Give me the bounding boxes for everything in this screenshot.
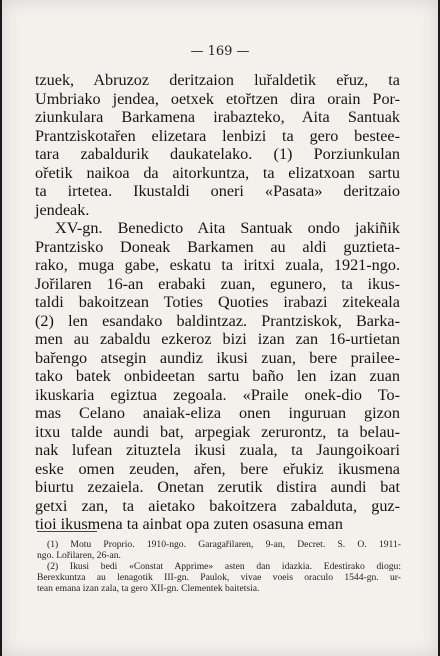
- body-text: [35, 71, 400, 534]
- text-line: rako, muga gabe, eskatu ta iritxi zuala, 1921-ngo.: [35, 256, 400, 274]
- footnote-line: (1) Motu Proprio. 1910-ngo. Garagařilaren, 9-an, Decret. S. O. 1911-: [47, 539, 401, 550]
- text-line: tara zabaldurik daukatelako. (1) Porziunkulan: [35, 145, 400, 163]
- text-line: Jořilaren 16-an erabaki zuan, egunero, ta ikus-: [35, 274, 400, 293]
- text-line: (2) len esandako baldintzaz. Prantziskok, Barka-: [35, 311, 400, 330]
- text-line: jendeak.: [35, 200, 90, 219]
- footnote-line: Berexkuntza au lenagotik III-gn. Paulok, vivae voeis oraculo 1544-gn. ur-: [37, 572, 401, 583]
- text-line: tzuek, Abruzoz deritzaion luřaldetik eřuz, ta: [35, 71, 400, 89]
- footnote-line: ngo. Lořilaren, 26-an.: [37, 550, 121, 561]
- text-line: mas Celano anaiak-eliza onen inguruan gizon: [35, 404, 400, 422]
- text-line: Prantzisko Doneak Barkamen au aldi guztieta-: [35, 237, 400, 256]
- text-line: ta irtetea. Ikustaldi oneri «Pasata» deritzaio: [35, 182, 400, 200]
- text-line: ořetik naikoa da aitorkuntza, ta elizatxoan sartu: [35, 163, 400, 182]
- text-line: men au zabaldu ezkeroz bizi izan zan 16-urtietan: [35, 330, 400, 348]
- text-line: nak lufean zituztela ikusi zuala, ta Jaungoikoari: [35, 441, 400, 459]
- text-line: XV-gn. Benedicto Aita Santuak ondo jakiñik: [55, 219, 400, 237]
- text-line: tako batek onbideetan sartu baño len izan zuan: [35, 367, 400, 385]
- footnote-line: (2) Ikusi bedi «Constat Apprime» asten dan idazkia. Edestirako diogu:: [47, 561, 401, 572]
- text-line: eske omen zeuden, ařen, bere eřukiz ikusmena: [35, 459, 400, 478]
- text-line: biurtu zezaiela. Onetan zerutik distira aundi bat: [35, 478, 400, 496]
- text-line: Prantziskotařen elizetara lenbizi ta gero bestee-: [35, 126, 400, 145]
- text-line: bařengo atsegin aundiz ikusi zuan, bere prailee-: [35, 348, 400, 367]
- text-line: itxu talde aundi bat, arpegiak zerurontz, ta belau-: [35, 422, 400, 441]
- footnotes: [37, 539, 401, 594]
- text-line: taldi bakoitzean Toties Quoties irabazi zitekeala: [35, 293, 400, 311]
- text-line: tioi ikusmena ta ainbat opa zuten osasuna eman: [35, 515, 343, 533]
- page-number: — 169 —: [190, 44, 250, 59]
- text-line: getxi zan, ta aietako bakoitzera zabalduta, guz-: [35, 496, 400, 515]
- text-line: ziunkulara Barkamena irabazteko, Aita Santuak: [35, 108, 400, 126]
- footnote-divider: [37, 531, 97, 532]
- footnote-line: tean emana izan zala, ta gero XII-gn. Clementek baitetsia.: [37, 583, 260, 594]
- text-line: ikuskaria egiztua zegoala. «Praile onek-dio To-: [35, 385, 400, 404]
- book-page: [2, 0, 438, 656]
- text-line: Umbriako jendea, oetxek etořtzen dira orain Por-: [35, 89, 400, 108]
